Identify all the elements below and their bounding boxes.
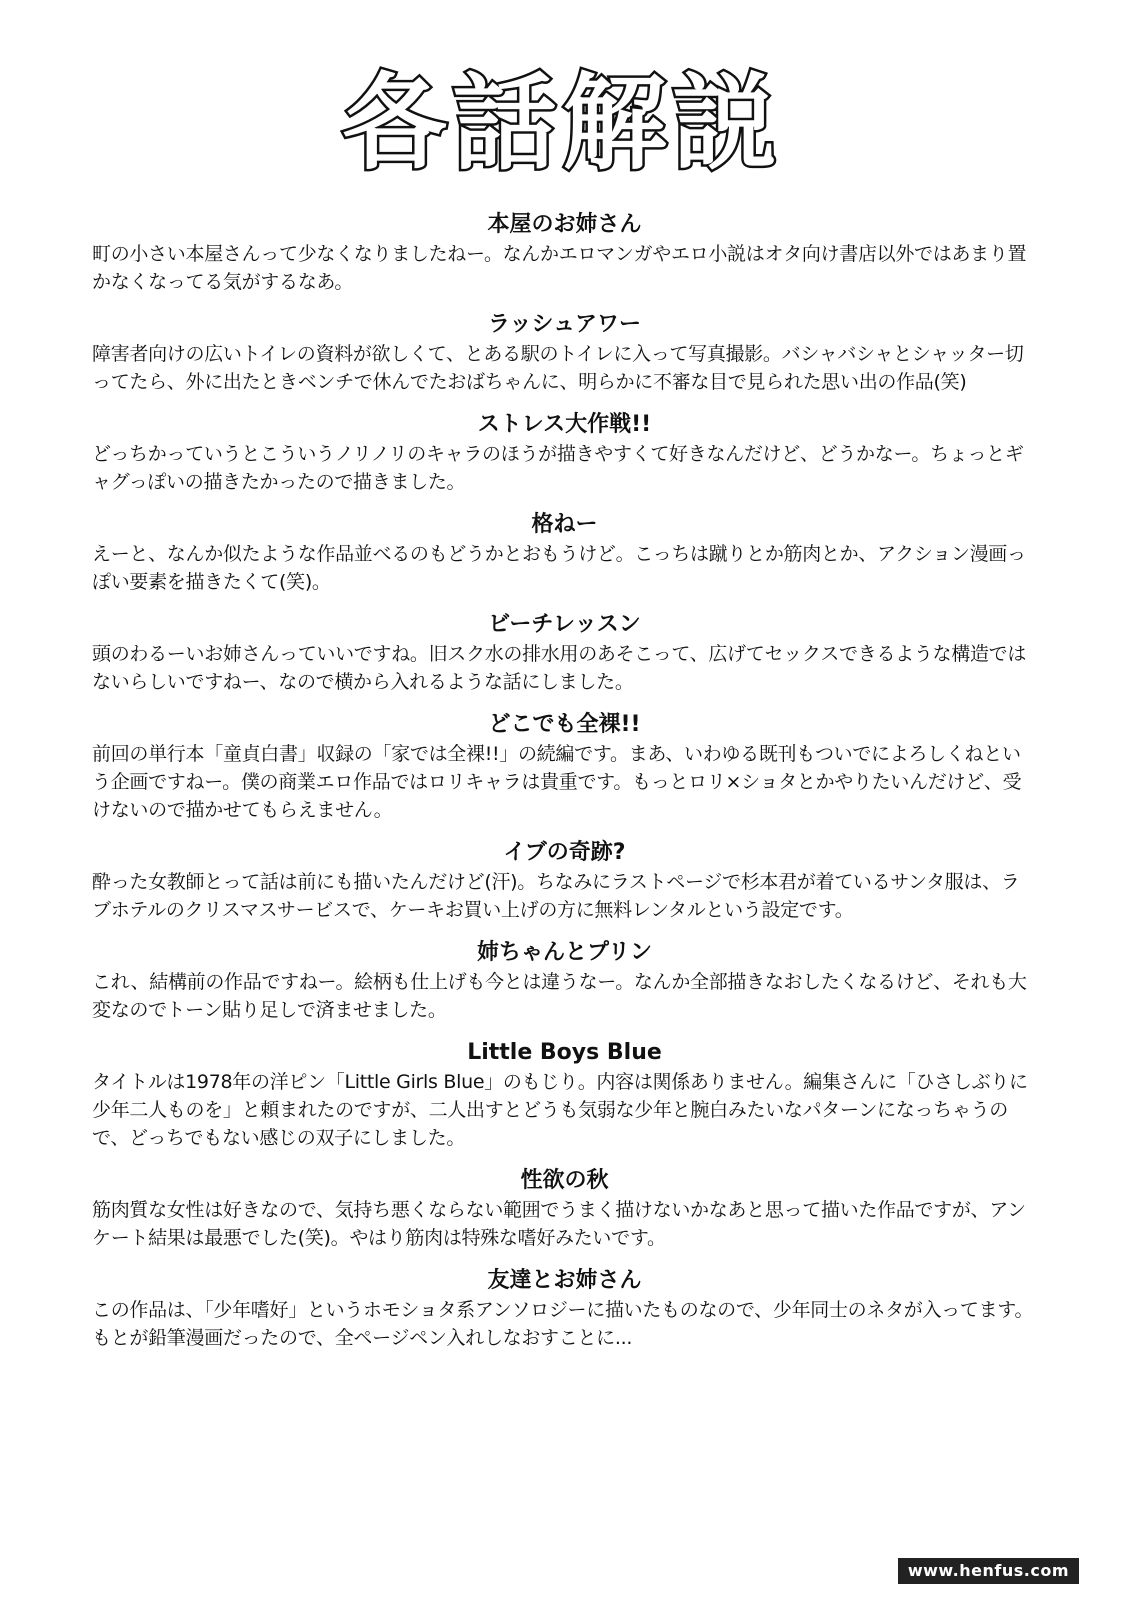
episode-title: 本屋のお姉さん — [487, 212, 642, 237]
episode-title: 格ねー — [531, 512, 598, 537]
episode-commentary: 町の小さい本屋さんって少なくなりましたねー。なんかエロマンガやエロ小説はオタ向け書店以外ではあまり置かなくなってる気がするなあ。 — [92, 243, 1027, 293]
episode-title: イブの奇跡? — [503, 840, 626, 865]
episode-title: 姉ちゃんとプリン — [476, 940, 653, 965]
episode-commentary: えーと、なんか似たような作品並べるのもどうかとおもうけど。こっちは蹴りとか筋肉とか、アクション漫画っぽい要素を描きたくて(笑)。 — [92, 543, 1026, 593]
episode-commentary-list — [92, 210, 1037, 1366]
episode-title: どこでも全裸!! — [488, 712, 641, 737]
episode-title: ストレス大作戦!! — [477, 412, 652, 437]
episode-section — [92, 1038, 1037, 1152]
episode-commentary: この作品は、「少年嗜好」というホモショタ系アンソロジーに描いたものなので、少年同士のネタが入ってます。もとが鉛筆漫画だったので、全ページペン入れしなおすことに... — [92, 1299, 1034, 1349]
episode-section — [92, 410, 1037, 496]
episode-title: 性欲の秋 — [520, 1168, 609, 1193]
page-title: 各話解説 — [342, 62, 783, 184]
episode-title: 友達とお姉さん — [487, 1268, 642, 1293]
episode-section — [92, 1266, 1037, 1352]
episode-commentary: これ、結構前の作品ですねー。絵柄も仕上げも今とは違うなー。なんか全部描きなおしたくなるけど、それも大変なのでトーン貼り足しで済ませました。 — [92, 971, 1027, 1021]
episode-commentary: タイトルは1978年の洋ピン「Little Girls Blue」のもじり。内容は関係ありません。編集さんに「ひさしぶりに少年二人ものを」と頼まれたのですが、二人出すとどうも気弱な少年と腕白みたいなパターンになっちゃうので、どっちでもない感じの双子にしました。 — [92, 1071, 1028, 1149]
episode-commentary: 前回の単行本「童貞白書」収録の「家では全裸!!」の続編です。まあ、いわゆる既刊もついでによろしくねという企画ですねー。僕の商業エロ作品ではロリキャラは貴重です。もっとロリ×ショタとかやりたいんだけど、受けないので描かせてもらえません。 — [92, 743, 1022, 821]
episode-commentary: 頭のわるーいお姉さんっていいですね。旧スク水の排水用のあそこって、広げてセックスできるような構造ではないらしいですねー、なので横から入れるような話にしました。 — [92, 643, 1027, 693]
episode-section — [92, 838, 1037, 924]
episode-section — [92, 938, 1037, 1024]
episode-commentary: 障害者向けの広いトイレの資料が欲しくて、とある駅のトイレに入って写真撮影。バシャバシャとシャッター切ってたら、外に出たときベンチで休んでたおばちゃんに、明らかに不審な目で見られた思い出の作品(笑) — [92, 343, 1024, 393]
episode-section — [92, 210, 1037, 296]
episode-title: ラッシュアワー — [487, 312, 642, 337]
episode-section — [92, 710, 1037, 824]
episode-commentary: どっちかっていうとこういうノリノリのキャラのほうが描きやすくて好きなんだけど、どうかなー。ちょっとギャグっぽいの描きたかったので描きました。 — [92, 443, 1024, 493]
episode-title: ビーチレッスン — [488, 612, 641, 637]
episode-section — [92, 610, 1037, 696]
episode-title: Little Boys Blue — [467, 1040, 662, 1065]
site-watermark: www.henfus.com — [898, 1558, 1079, 1584]
episode-section — [92, 510, 1037, 596]
episode-section — [92, 1166, 1037, 1252]
episode-section — [92, 310, 1037, 396]
episode-commentary: 酔った女教師とって話は前にも描いたんだけど(汗)。ちなみにラストページで杉本君が着ているサンタ服は、ラブホテルのクリスマスサービスで、ケーキお買い上げの方に無料レンタルという設定です。 — [92, 871, 1020, 921]
episode-commentary: 筋肉質な女性は好きなので、気持ち悪くならない範囲でうまく描けないかなあと思って描いた作品ですが、アンケート結果は最悪でした(笑)。やはり筋肉は特殊な嗜好みたいです。 — [92, 1199, 1026, 1249]
